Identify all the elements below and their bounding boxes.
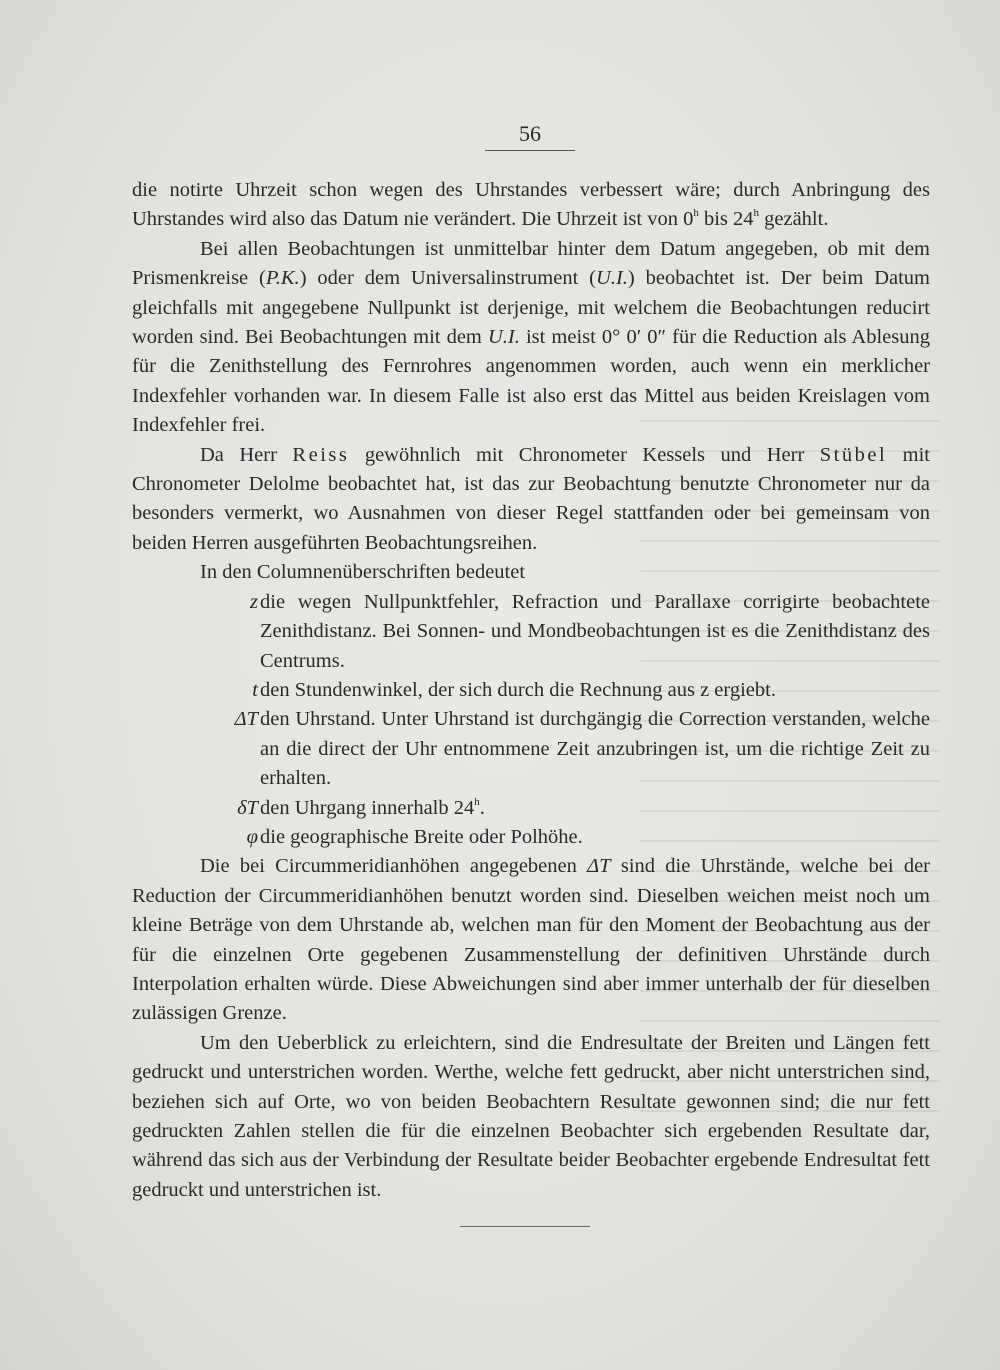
p2-abbr-pk: P.K. [265, 267, 300, 290]
paragraph-2 [132, 235, 930, 441]
p2-text-a: Bei allen Beobachtungen ist unmittelbar hinter dem Datum angegeben, ob mit dem Prismenkreise ( [132, 237, 930, 290]
definition-delta-t [132, 705, 930, 793]
definition-text: die wegen Nullpunktfehler, Refraction und Parallaxe corrigirte beobachtete Zenithdistanz. Bei Sonnen- und Mondbeobachtungen ist es die Zenithdistanz des Centrums. [260, 590, 930, 672]
p1-text-c: gezählt. [759, 208, 829, 231]
paragraph-6: Um den Ueberblick zu erleichtern, sind die Endresultate der Breiten und Längen fett gedruckt und unterstrichen worden. Werthe, welche fett gedruckt, aber nicht unterstrichen sind, beziehen sich auf Orte, wo von beiden Beobachtern Resultate gewonnen sind; die nur fett gedruckten Zahlen stellen die für die einzelnen Beobachter sich ergebenden Resultate dar, während das sich aus der Verbindung der Resultate beider Beobachter ergebende Endresultat fett gedruckt und unterstrichen ist. [132, 1031, 930, 1201]
header-rule [485, 150, 575, 151]
p5-symbol-delta-t: ΔT [587, 855, 611, 878]
definition-text: den Uhrstand. Unter Uhrstand ist durchgängig die Correction verstanden, welche an die direct der Uhr entnommene Zeit anzubringen ist, um die richtige Zeit zu erhalten. [260, 708, 930, 790]
symbol-t: t [252, 678, 258, 701]
definition-text [260, 794, 930, 823]
paragraph-5 [132, 852, 930, 1028]
p1-sup-h2: h [753, 207, 760, 220]
p1-sup-h1: h [693, 207, 699, 220]
definition-text: den Stundenwinkel, der sich durch die Rechnung aus z ergiebt. [260, 678, 776, 701]
paragraph-1 [132, 176, 930, 235]
definition-small-delta-t [132, 794, 930, 823]
paragraph-3 [132, 441, 930, 559]
definition-phi [132, 823, 930, 852]
definition-text-main: den Uhrgang innerhalb 24 [260, 796, 475, 819]
p3-text-a: Da Herr [200, 443, 293, 466]
definition-z [132, 588, 930, 676]
definition-list [132, 588, 930, 853]
definition-text: die geographische Breite oder Polhöhe. [260, 825, 583, 848]
symbol-small-delta-t: δT [237, 796, 258, 819]
body-text [132, 176, 930, 1205]
p3-text-c: mit Chronometer Delolme beobachtet hat, ist das zur Beobachtung benutzte Chronometer nur da besonders vermerkt, wo Ausnahmen von dieser Regel stattfanden oder bei gemeinsam von beiden Herren ausgeführten Beobachtungsreihen. [132, 443, 930, 554]
paragraph-4: In den Columnenüberschriften bedeutet [200, 561, 526, 584]
p2-abbr-ui2: U.I. [487, 326, 520, 349]
p2-abbr-ui: U.I. [596, 267, 628, 290]
p3-name-reiss: Reiss [292, 443, 350, 466]
p5-text-b: sind die Uhrstände, welche bei der Reduction der Circummeridianhöhen benutzt worden sind. Dieselben weichen meist noch um kleine Beträge von dem Uhrstande ab, welchen man für den Moment der Beobachtung aus der für die einzelnen Orte gegebenen Zusammenstellung der definitiven Uhrstände durch Interpolation erhalten würde. Diese Abweichungen sind aber immer unterhalb der für dieselben zulässigen Grenze. [132, 855, 930, 1025]
definition-text-tail: . [479, 796, 485, 819]
p2-text-c: ) beobachtet ist. Der beim Datum gleichfalls mit angegebene Nullpunkt ist derjenige, mit welchem die Beobachtungen reducirt worden sind. Bei Beobachtungen mit dem [132, 267, 930, 349]
p3-text-b: gewöhnlich mit Chronometer Kessels und Herr [349, 443, 820, 466]
p1-text-b: bis 24 [698, 208, 754, 231]
definition-sup-h: h [474, 795, 480, 808]
p1-text-a: die notirte Uhrzeit schon wegen des Uhrstandes verbessert wäre; durch Anbringung des Uhrstandes wird also das Datum nie verändert. Die Uhrzeit ist von 0 [132, 179, 930, 231]
page-number: 56 [519, 121, 541, 146]
symbol-delta-t: ΔT [234, 708, 258, 731]
symbol-z: z [250, 590, 258, 613]
symbol-phi: φ [246, 825, 258, 848]
p5-text-a: Die bei Circummeridianhöhen angegebenen [200, 855, 588, 878]
footer-rule [460, 1226, 590, 1227]
p2-text-b: ) oder dem Universalinstrument ( [299, 267, 597, 290]
p2-text-d: ist meist 0° 0′ 0″ für die Reduction als Ablesung für die Zenithstellung des Fernrohres angenommen worden, auch wenn ein merklicher Indexfehler vorhanden war. In diesem Falle ist also erst das Mittel aus beiden Kreislagen vom Indexfehler frei. [132, 326, 930, 437]
definition-t [132, 676, 930, 705]
p3-name-stuebel: Stübel [819, 443, 888, 466]
